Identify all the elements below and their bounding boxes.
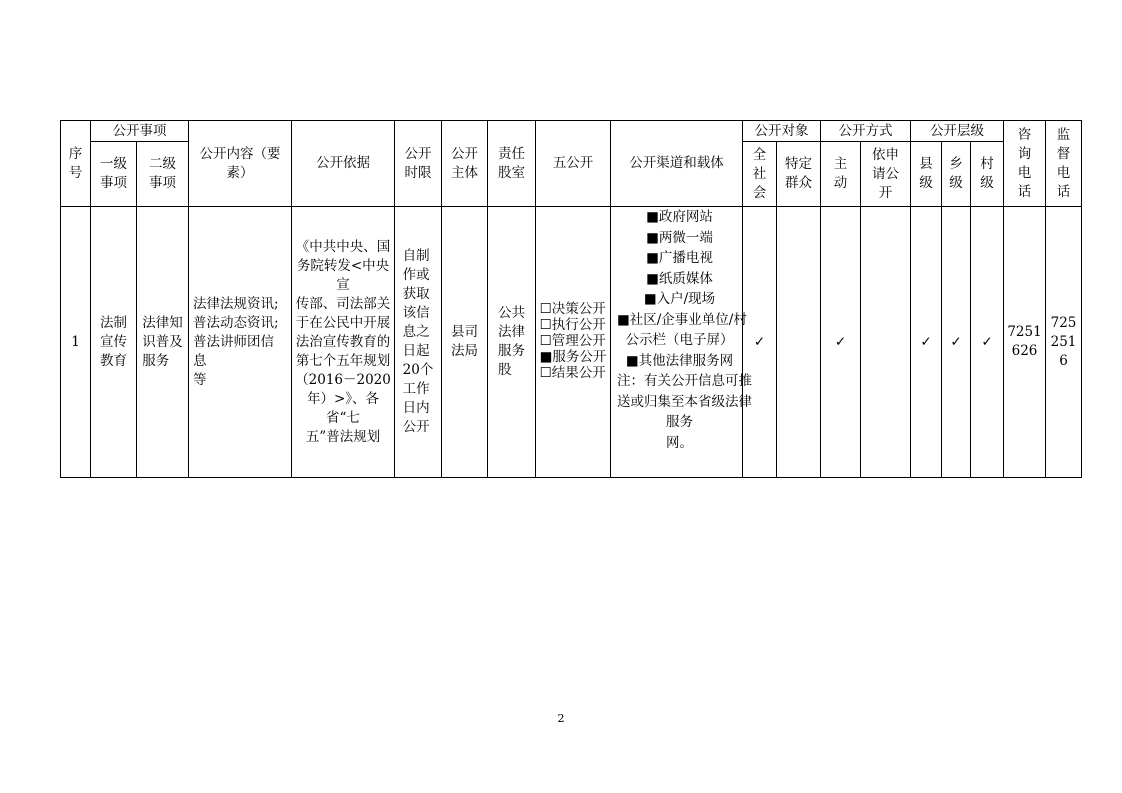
page-number: 2 — [557, 712, 565, 725]
header-level-group: 公开层级 — [911, 121, 1004, 142]
cell-level2: 法律知 识普及 服务 — [137, 207, 189, 478]
channel-item: 公示栏（电子屏） — [625, 332, 734, 348]
channel-note: 注：有关公开信息可推 — [617, 373, 752, 389]
channel-item: ■纸质媒体 — [646, 270, 713, 287]
header-row-1 — [61, 121, 1082, 142]
header-level2: 二级 事项 — [137, 142, 189, 207]
header-active: 主 动 — [821, 142, 861, 207]
cell-time-limit: 自制 作或 获取 该信 息之 日起 20个 工作 日内 公开 — [395, 207, 442, 478]
channel-item: ■广播电视 — [646, 250, 713, 266]
check-on-request — [861, 207, 911, 478]
header-consult-phone: 咨 询 电 话 — [1004, 121, 1046, 207]
cell-consult-phone: 7251 626 — [1004, 207, 1046, 478]
header-township: 乡 级 — [942, 142, 971, 207]
header-level1: 一级 事项 — [91, 142, 137, 207]
cell-channel — [611, 207, 752, 478]
channel-note: 送或归集至本省级法律 — [617, 393, 752, 410]
table-row — [61, 207, 1082, 478]
header-office: 责任 股室 — [488, 121, 536, 207]
header-time-limit: 公开 时限 — [395, 121, 442, 207]
cell-subject: 县司 法局 — [442, 207, 488, 478]
channel-item: ■两微一端 — [646, 229, 713, 246]
header-basis: 公开依据 — [292, 121, 395, 207]
cell-basis: 《中共中央、国 务院转发<中央宣 传部、司法部关 于在公民中开展 法治宣传教育的 第七个五年规划 （2016－2020 年）>》、各省“七 五”普法规划 — [292, 207, 395, 478]
header-supervise-phone: 监 督 电 话 — [1046, 121, 1082, 207]
header-method-group: 公开方式 — [821, 121, 911, 142]
header-channel: 公开渠道和载体 — [611, 121, 743, 207]
cell-content: 法律法规资讯; 普法动态资讯; 普法讲师团信息 等 — [189, 207, 292, 478]
channel-item: ■入户/现场 — [643, 291, 716, 307]
header-five-open: 五公开 — [536, 121, 611, 207]
header-subject: 公开 主体 — [442, 121, 488, 207]
header-specific-group: 特定 群众 — [777, 142, 821, 207]
check-active: ✓ — [821, 207, 861, 478]
channel-item: ■其他法律服务网 — [625, 352, 734, 369]
check-specific-group — [777, 207, 821, 478]
channel-item: ■社区/企事业单位/村 — [617, 311, 747, 328]
check-whole-society: ✓ — [743, 207, 777, 478]
cell-office: 公共 法律 服务 股 — [488, 207, 536, 478]
header-seq: 序 号 — [61, 121, 91, 207]
header-on-request: 依申 请公 开 — [861, 142, 911, 207]
channel-note: 网。 — [666, 434, 693, 451]
channel-item: ■政府网站 — [646, 209, 713, 225]
cell-supervise-phone: 725 251 6 — [1046, 207, 1082, 478]
cell-level1: 法制 宣传 教育 — [91, 207, 137, 478]
cell-five-open: ☐决策公开 ☐执行公开 ☐管理公开 ■服务公开 ☐结果公开 — [536, 207, 611, 478]
cell-seq: 1 — [61, 207, 91, 478]
header-content: 公开内容（要 素） — [189, 121, 292, 207]
check-county: ✓ — [911, 207, 942, 478]
check-village: ✓ — [971, 207, 1004, 478]
disclosure-table — [60, 120, 1082, 478]
header-matter-group: 公开事项 — [91, 121, 189, 142]
header-whole-society: 全 社 会 — [743, 142, 777, 207]
header-county: 县 级 — [911, 142, 942, 207]
header-village: 村 级 — [971, 142, 1004, 207]
channel-note: 服务 — [666, 414, 693, 430]
header-target-group: 公开对象 — [743, 121, 821, 142]
check-township: ✓ — [942, 207, 971, 478]
